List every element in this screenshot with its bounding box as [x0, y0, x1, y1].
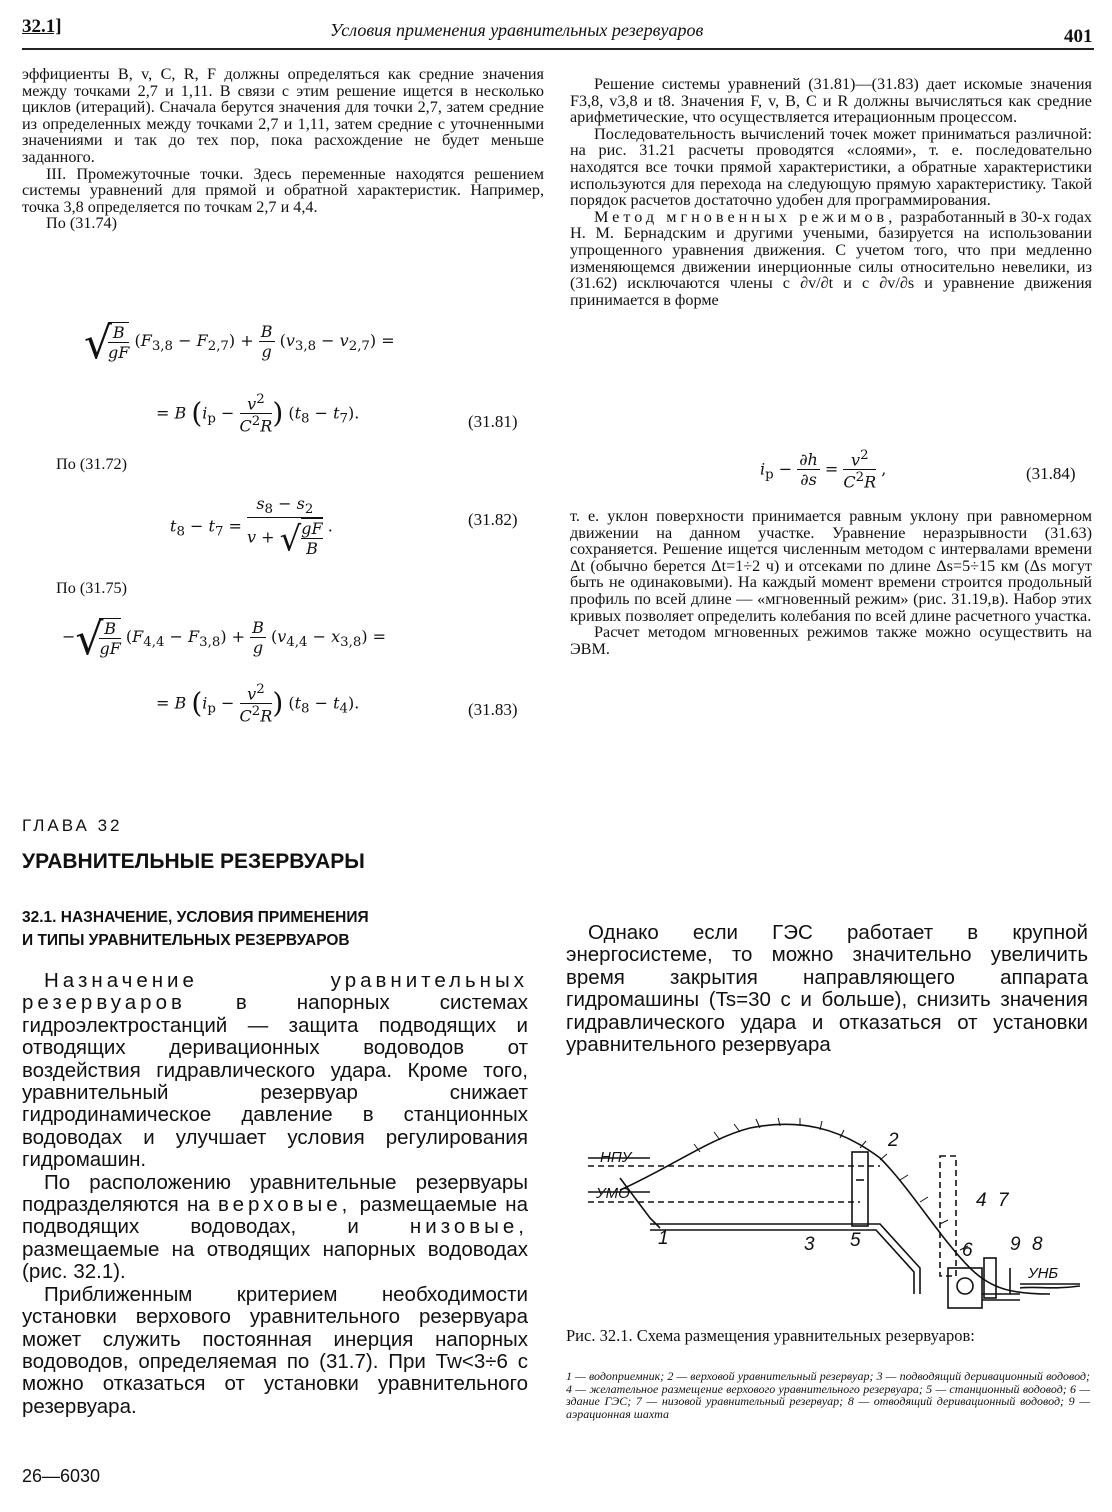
page-number: 401 — [1064, 26, 1093, 47]
equation-number: (31.82) — [468, 510, 518, 529]
turbine — [957, 1278, 973, 1294]
label-umo: УМО — [596, 1185, 630, 1202]
label-5: 5 — [850, 1230, 861, 1251]
reference: По (31.74) — [46, 214, 118, 233]
label-6: 6 — [962, 1240, 973, 1261]
chapter-label: ГЛАВА 32 — [22, 816, 123, 835]
equation-number: (31.83) — [468, 700, 518, 719]
label-3: 3 — [804, 1234, 815, 1255]
figure-legend: 1 — водоприемник; 2 — верховой уравнительный резервуар; 3 — подводящий деривационный водовод; 4 — желательное размещение верхового уравнительного резервуара; 5 — станционный водовод; 6 — здание ГЭС; 7 — низовой уравнительный резервуар; 8 — отводящий деривационный водовод; 9 — аэрационная шахта — [566, 1369, 1090, 1421]
section-title: 32.1. НАЗНАЧЕНИЕ, УСЛОВИЯ ПРИМЕНЕНИЯ И ТИПЫ УРАВНИТЕЛЬНЫХ РЕЗЕРВУАРОВ — [22, 909, 369, 949]
paragraph: Решение системы уравнений (31.81)—(31.83) дает искомые значения F3,8, v3,8 и t8. Значения F, v, B, C и R должны вычисляться как средние арифметические, что осуществляется итерационным процессом. — [570, 75, 1092, 127]
label-8: 8 — [1032, 1234, 1043, 1255]
label-7: 7 — [998, 1190, 1009, 1211]
penstock — [830, 1224, 920, 1294]
paragraph: Приближенным критерием необходимости установки верхового уравнительного резервуара может служить постоянная инерция напорных водоводов, определяемая по (31.7). При Tw<3÷6 с можно отказаться от установки уравнительного резервуара. — [22, 1282, 528, 1418]
figure-32-1 — [580, 1118, 1090, 1322]
equation-31-83-line2: = B ($i_р$ − $\frac{v^2}{C^2R}$ ) $(t_8 - t_4)$. — [156, 682, 360, 726]
equation-number: (31.81) — [468, 412, 518, 431]
equation-31-83-line1: −√ $\frac{B}{gF}$ $(F_{4,4} - F_{3,8})$ + $\frac{B}{g}$ $(v_{4,4} - x_{3,8})$ = — [62, 614, 387, 665]
paragraph: Расчет методом мгновенных режимов также можно осуществить на ЭВМ. — [570, 623, 1092, 658]
label-unb: УНБ — [1028, 1265, 1059, 1282]
chapter-title: УРАВНИТЕЛЬНЫЕ РЕЗЕРВУАРЫ — [22, 850, 365, 873]
equation-31-82: $t_8 - t_7$ = $s_8 - s_2$ v + √ $\frac{gF}{B}$ . — [170, 494, 333, 560]
signature-mark: 26—6030 — [22, 1466, 101, 1486]
left-bottom-column — [22, 970, 528, 1418]
label-4: 4 — [976, 1190, 987, 1211]
paragraph: Последовательность вычислений точек может приниматься различной: на рис. 31.21 расчеты проводятся «слоями», т. е. последовательно находятся все точки прямой характеристики, а обратные характеристики используются для перехода на следующую прямую характеристику. Такой порядок расчетов достаточно удобен для программирования. — [570, 124, 1092, 210]
reference: По (31.75) — [56, 579, 128, 597]
right-top-column — [570, 76, 1092, 308]
right-bottom-column — [566, 922, 1088, 1056]
paragraph: III. Промежуточные точки. Здесь переменные находятся решением системы уравнений для прямой и обратной характеристик. Например, точка 3,8 определяется по точкам 2,7 и 4,4. — [22, 164, 544, 216]
paragraph: По расположению уравнительные резервуары подразделяются на верховые, размещаемые на подводящих водоводах, и низовые, размещаемые на отводящих напорных водоводах (рис. 32.1). — [22, 1170, 528, 1284]
header-rule — [22, 48, 1094, 50]
left-top-column — [22, 66, 544, 232]
paragraph: эффициенты B, v, C, R, F должны определяться как средние значения между точками 2,7 и 1,11. В связи с этим решение ищется в несколько циклов (итераций). Сначала берутся значения для точки 2,7, затем средние из определенных между точками 2,7 и 1,11, затем средние с уточненными значениями и так до тех пор, пока расхождение не будет меньше заданного. — [22, 65, 544, 166]
equation-number: (31.84) — [1026, 464, 1076, 483]
paragraph: т. е. уклон поверхности принимается равным уклону при равномерном движении на данном участке. Уравнение неразрывности (31.63) сохраняется. Решение ищется численным методом с интервалами времени Δt (обычно берется Δt=1÷2 ч) и отсеками по длине Δs=5÷15 км (Δs могут быть не одинаковыми). На каждый момент времени строится продольный профиль по всей длине — «мгновенный режим» (рис. 31.19,в). Набор этих кривых позволяет определить колебания по всей длине расчетного участка. — [570, 507, 1092, 625]
spaced-term: Метод мгновенных режимов, — [594, 207, 897, 226]
equation-31-84: $i_р$ − $\frac{\partial h}{\partial s}$ = $\frac{v^2}{C^2R}$ , — [760, 448, 887, 492]
running-title: Условия применения уравнительных резервуаров — [330, 20, 704, 40]
tailrace-conduit — [982, 1294, 1020, 1300]
surge-tank-upper — [852, 1152, 868, 1226]
label-9: 9 — [1010, 1234, 1021, 1255]
surge-tank-desired — [940, 1156, 956, 1276]
paragraph: Назначение уравнительных резервуаров в напорных системах гидроэлектростанций — защита подводящих и отводящих деривационных водоводов от воздействия гидравлического удара. Кроме того, уравнительный резервуар снижает гидродинамическое давление в станционных водоводах и улучшает условия регулирования гидромашин. — [22, 969, 528, 1172]
label-1: 1 — [658, 1228, 669, 1249]
section-number: 32.1] — [22, 16, 62, 37]
tailwater — [1020, 1286, 1080, 1288]
equation-31-81-line1: √ $\frac{B}{gF}$ $(F_{3,8} - F_{2,7})$ + $\frac{B}{g}$ $(v_{3,8} - v_{2,7})$ = — [84, 318, 395, 369]
reference: По (31.72) — [56, 455, 128, 473]
surge-tank-lower — [984, 1258, 996, 1298]
label-npu: НПУ — [600, 1149, 632, 1166]
right-top-column-cont — [570, 508, 1092, 657]
headrace-conduit — [650, 1224, 830, 1230]
figure-caption: Рис. 32.1. Схема размещения уравнительных резервуаров: — [566, 1326, 975, 1345]
paragraph: Однако если ГЭС работает в крупной энергосистеме, то можно значительно увеличить время закрытия направляющего аппарата гидромашины (Ts=30 с и больше), снизить значения гидравлического удара и отказаться от установки уравнительного резервуара — [566, 921, 1088, 1057]
equation-31-81-line2: = B ($i_р$ − $\frac{v^2}{C^2R}$ ) $(t_8 - t_7)$. — [156, 392, 360, 436]
label-2: 2 — [888, 1130, 899, 1151]
paragraph: Метод мгновенных режимов, разработанный в 30-х годах Н. М. Бернадским и другими учеными, базируется на использовании упрощенного уравнения движения. С учетом того, что при медленно изменяющемся движении инерционные силы относительно невелики, из (31.62) исключаются члены с ∂v/∂t и с ∂v/∂s и уравнение движения принимается в форме — [570, 207, 1092, 309]
